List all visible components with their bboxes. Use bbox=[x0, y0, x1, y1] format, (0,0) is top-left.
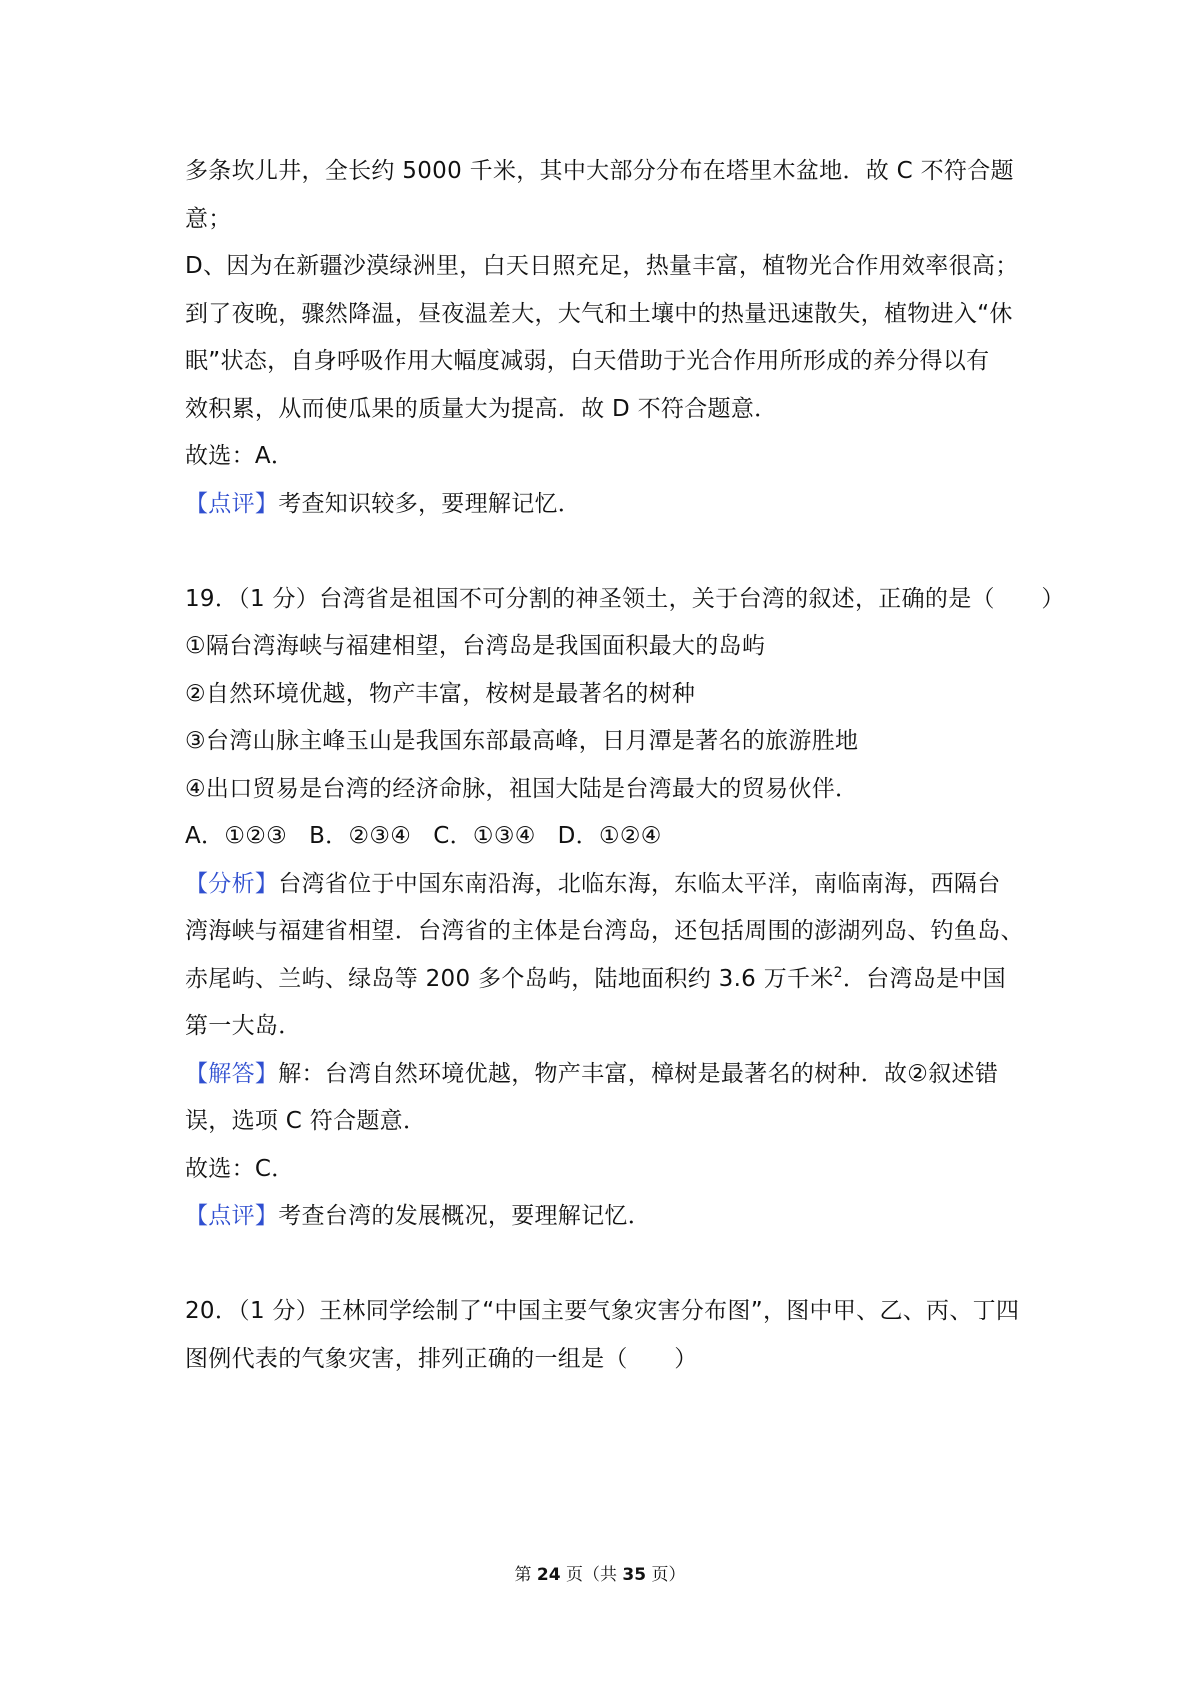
q18-option-d-explanation: 到了夜晚，骤然降温，昼夜温差大，大气和土壤中的热量迅速散失，植物进入“休 bbox=[185, 300, 1013, 327]
q18-option-d-explanation: 效积累，从而使瓜果的质量大为提高．故 D 不符合题意． bbox=[185, 395, 778, 422]
q20-stem: 20．（1 分）王林同学绘制了“中国主要气象灾害分布图”，图中甲、乙、丙、丁四 bbox=[185, 1298, 1020, 1324]
option-b: B．②③④ bbox=[309, 823, 412, 849]
q19-comment bbox=[185, 1193, 1025, 1241]
q19-analysis bbox=[185, 861, 1025, 909]
option-c: C．①③④ bbox=[433, 823, 536, 849]
q18-text-line: 意； bbox=[185, 205, 232, 232]
q19-answer bbox=[185, 1051, 1025, 1099]
comment-text: 考查台湾的发展概况，要理解记忆． bbox=[278, 1203, 652, 1229]
q18-comment bbox=[185, 481, 1025, 529]
analysis-text: 赤尾屿、兰屿、绿岛等 200 多个岛屿，陆地面积约 3.6 万千米 bbox=[185, 965, 834, 992]
q19-item: ③台湾山脉主峰玉山是我国东部最高峰，日月潭是著名的旅游胜地 bbox=[185, 728, 859, 754]
page-number: 24 bbox=[536, 1565, 561, 1585]
document-body bbox=[185, 148, 1065, 1383]
q19-options bbox=[185, 813, 1025, 861]
q19-item: ④出口贸易是台湾的经济命脉，祖国大陆是台湾最大的贸易伙伴． bbox=[185, 775, 859, 802]
q20-stem: 图例代表的气象灾害，排列正确的一组是（ ） bbox=[185, 1345, 698, 1372]
q19-analysis-line: 第一大岛． bbox=[185, 1013, 302, 1039]
q19-analysis-line bbox=[185, 956, 1025, 1004]
total-pages: 35 bbox=[622, 1565, 647, 1585]
analysis-text: 台湾省位于中国东南沿海，北临东海，东临太平洋，南临南海，西隔台 bbox=[278, 870, 1001, 897]
footer-text: 页（共 bbox=[560, 1565, 623, 1585]
q19-stem: 19．（1 分）台湾省是祖国不可分割的神圣领土，关于台湾的叙述，正确的是（ ） bbox=[185, 585, 1065, 612]
q19-choice: 故选：C． bbox=[185, 1155, 295, 1182]
answer-tag: 【解答】 bbox=[185, 1060, 279, 1087]
footer-text: 页） bbox=[646, 1565, 686, 1585]
comment-tag: 【点评】 bbox=[185, 490, 279, 517]
option-a: A．①②③ bbox=[185, 823, 288, 849]
analysis-text: ．台湾岛是中国 bbox=[842, 965, 1006, 992]
q18-option-d-explanation: 眠”状态，自身呼吸作用大幅度减弱，白天借助于光合作用所形成的养分得以有 bbox=[185, 348, 990, 374]
q19-analysis-line: 湾海峡与福建省相望．台湾省的主体是台湾岛，还包括周围的澎湖列岛、钓鱼岛、 bbox=[185, 918, 1024, 944]
q19-answer-line: 误，选项 C 符合题意． bbox=[185, 1108, 427, 1134]
comment-tag: 【点评】 bbox=[185, 1203, 279, 1229]
page-footer bbox=[0, 1560, 1200, 1585]
answer-text: 解：台湾自然环境优越，物产丰富，樟树是最著名的树种．故②叙述错 bbox=[278, 1060, 999, 1087]
q19-item: ①隔台湾海峡与福建相望，台湾岛是我国面积最大的岛屿 bbox=[185, 633, 766, 659]
q18-option-d-explanation: D、因为在新疆沙漠绿洲里，白天日照充足，热量丰富，植物光合作用效率很高； bbox=[185, 253, 1019, 279]
comment-text: 考查知识较多，要理解记忆． bbox=[278, 490, 582, 517]
analysis-tag: 【分析】 bbox=[185, 870, 279, 897]
q19-item: ②自然环境优越，物产丰富，桉树是最著名的树种 bbox=[185, 680, 696, 707]
option-d: D．①②④ bbox=[557, 823, 662, 849]
q18-choice: 故选：A． bbox=[185, 443, 295, 469]
q18-text-line: 多条坎儿井，全长约 5000 千米，其中大部分分布在塔里木盆地．故 C 不符合题 bbox=[185, 158, 1014, 184]
footer-text: 第 bbox=[514, 1565, 537, 1585]
superscript: 2 bbox=[833, 964, 843, 981]
